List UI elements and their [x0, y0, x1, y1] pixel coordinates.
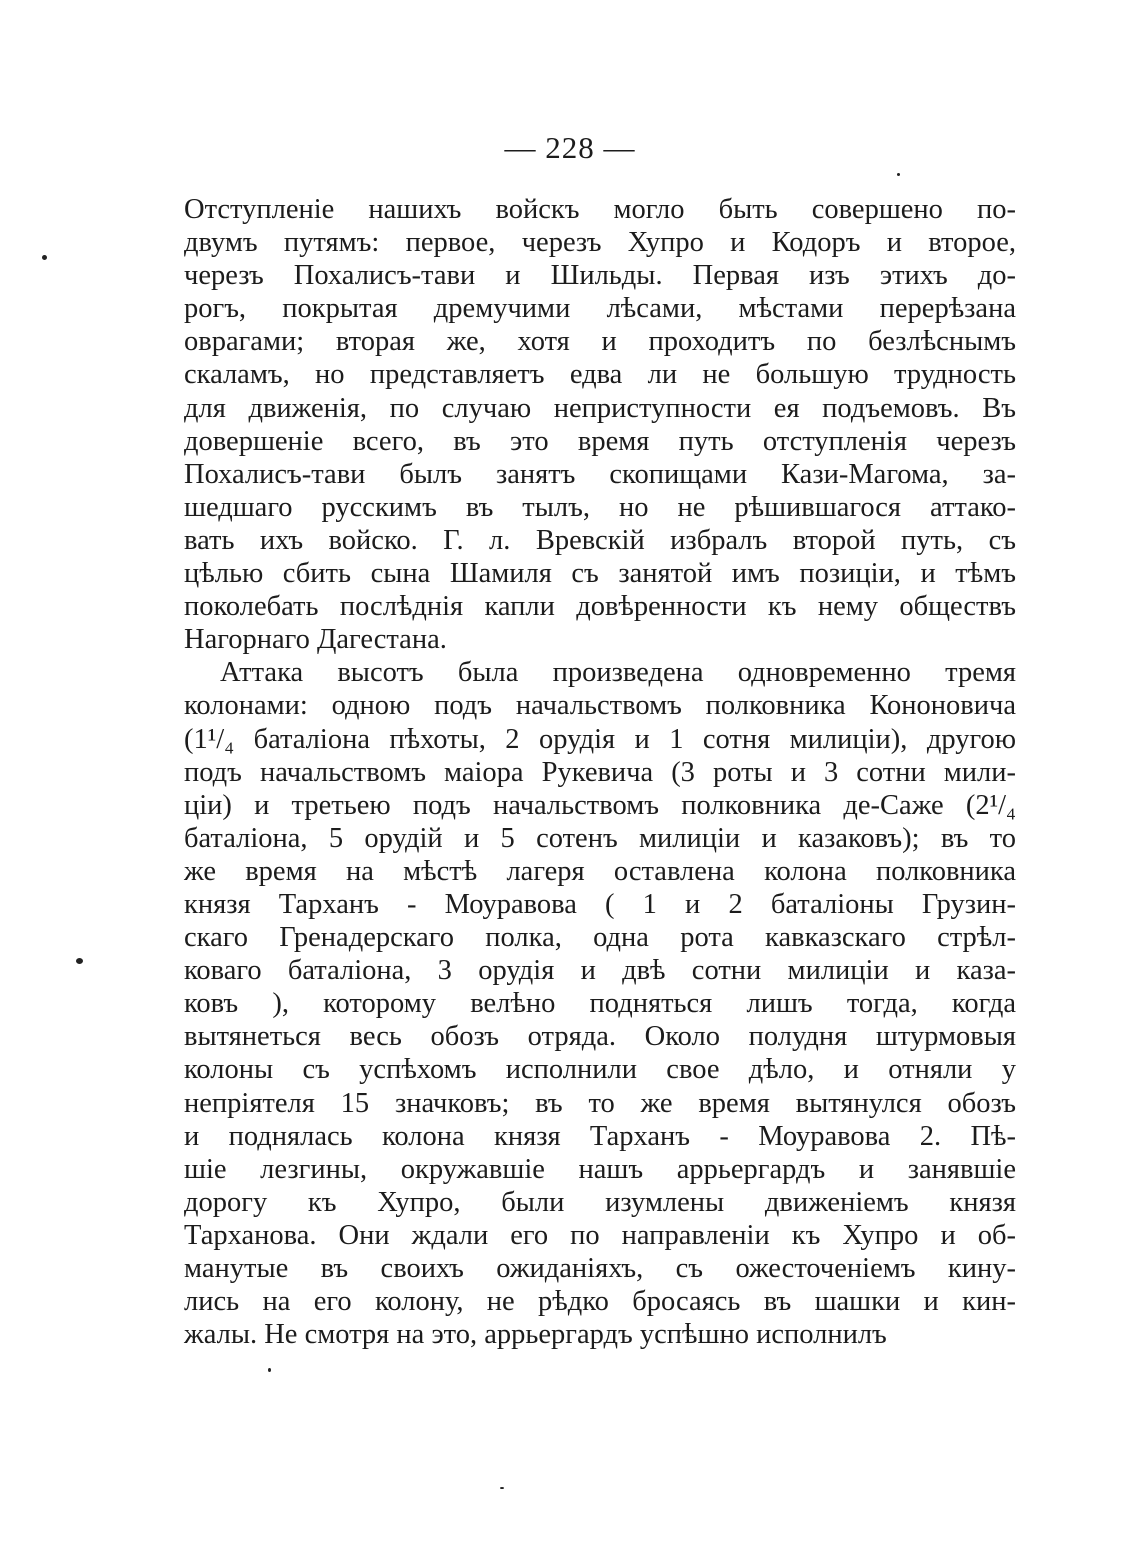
text-line: баталіона, 5 орудій и 5 сотенъ милиціи и казаковъ); въ то: [184, 822, 1016, 854]
text-line: и поднялась колона князя Тарханъ - Моуравова 2. Пѣ-: [184, 1120, 1016, 1152]
scan-speck: [42, 255, 47, 260]
text-line: поколебать послѣднія капли довѣренности къ нему обществъ: [184, 591, 1016, 623]
text-line: князя Тарханъ - Моуравова ( 1 и 2 баталіоны Грузин-: [184, 888, 1016, 920]
page-number: — 228 —: [504, 130, 636, 165]
text-line: рогъ, покрытая дремучими лѣсами, мѣстами перерѣзана: [184, 293, 1016, 325]
text-line: колоны съ успѣхомъ исполнили свое дѣло, и отняли у: [184, 1054, 1016, 1086]
scan-speck: [897, 173, 900, 176]
scan-speck: [268, 1368, 271, 1372]
text-line: жалы. Не смотря на это, аррьергардъ успѣшно исполнилъ: [184, 1319, 887, 1351]
text-line: двумъ путямъ: первое, черезъ Хупро и Кодоръ и второе,: [184, 227, 1016, 259]
text-line: дорогу къ Хупро, были изумлены движеніемъ князя: [184, 1186, 1016, 1218]
paragraph: [184, 656, 1016, 1351]
text-line: вытянеться весь обозъ отряда. Около полудня штурмовыя: [184, 1021, 1016, 1053]
text-line: Отступленіе нашихъ войскъ могло быть совершено по-: [184, 194, 1016, 225]
text-line: (1¹/₄ баталіона пѣхоты, 2 орудія и 1 сотня милиціи), другою: [184, 723, 1016, 755]
text-line: непріятеля 15 значковъ; въ то же время вытянулся обозъ: [184, 1087, 1016, 1119]
text-line: цѣлью сбить сына Шамиля съ занятой имъ позиціи, и тѣмъ: [184, 558, 1016, 590]
text-line: Тарханова. Они ждали его по направленіи къ Хупро и об-: [184, 1219, 1016, 1251]
text-line: же время на мѣстѣ лагеря оставлена колона полковника: [184, 855, 1016, 887]
paragraph-container: [184, 193, 1016, 1351]
text-line: Похалисъ-тави былъ занятъ скопищами Кази-Магома, за-: [184, 458, 1016, 490]
text-line: ціи) и третьею подъ начальствомъ полковника де-Саже (2¹/₄: [184, 789, 1016, 821]
scan-speck: [500, 1487, 504, 1489]
text-line: скаламъ, но представляетъ едва ли не большую трудность: [184, 359, 1016, 391]
text-line: коваго баталіона, 3 орудія и двѣ сотни милиціи и каза-: [184, 955, 1016, 987]
text-line: подъ начальствомъ маіора Рукевича (3 роты и 3 сотни мили-: [184, 756, 1016, 788]
text-line: шіе лезгины, окружавшіе нашъ аррьергардъ и занявшіе: [184, 1153, 1016, 1185]
text-line: довершеніе всего, въ это время путь отступленія черезъ: [184, 425, 1016, 457]
text-line: колонами: одною подъ начальствомъ полковника Кононовича: [184, 690, 1016, 722]
text-line: шедшаго русскимъ въ тылъ, но не рѣшившагося аттако-: [184, 491, 1016, 523]
paragraph: [184, 193, 1016, 656]
text-line: вать ихъ войско. Г. л. Вревскій избралъ второй путь, съ: [184, 524, 1016, 556]
text-line: ковъ ), которому велѣно подняться лишъ тогда, когда: [184, 988, 1016, 1020]
text-line: Нагорнаго Дагестана.: [184, 624, 447, 656]
text-line: Аттака высотъ была произведена одновременно тремя: [220, 657, 1016, 689]
text-line: скаго Гренадерскаго полка, одна рота кавказскаго стрѣл-: [184, 922, 1016, 954]
text-line: оврагами; вторая же, хотя и проходитъ по безлѣснымъ: [184, 326, 1016, 358]
text-line: манутые въ своихъ ожиданіяхъ, съ ожесточеніемъ кину-: [184, 1253, 1016, 1284]
body-text: [184, 193, 1016, 1351]
text-line: лись на его колону, не рѣдко бросаясь въ шашки и кин-: [184, 1286, 1016, 1318]
text-line: для движенія, по случаю неприступности ея подъемовъ. Въ: [184, 392, 1016, 424]
scan-speck: [76, 958, 83, 964]
text-line: черезъ Похалисъ-тави и Шильды. Первая изъ этихъ до-: [184, 260, 1016, 292]
